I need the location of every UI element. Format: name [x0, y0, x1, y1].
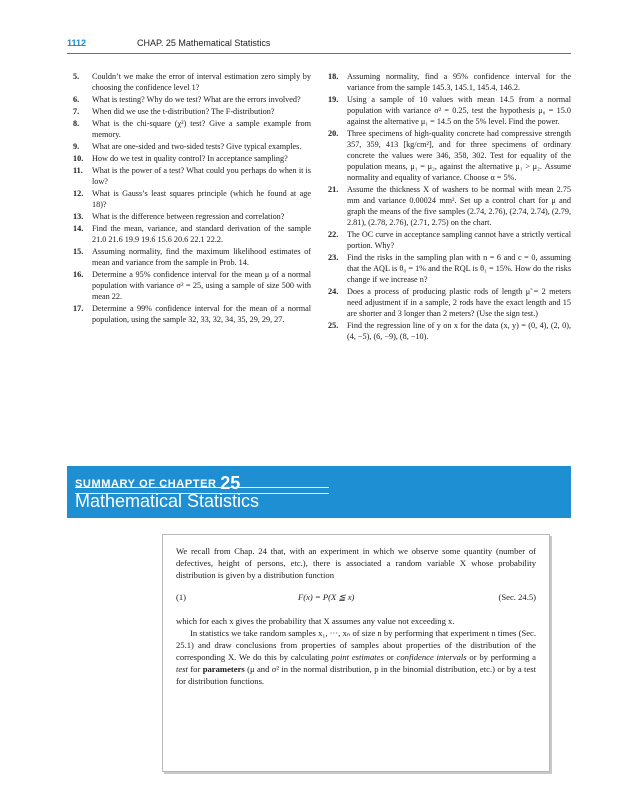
problem-item: [73, 94, 311, 105]
problem-item: [328, 286, 571, 319]
page-number: 1112: [67, 38, 87, 48]
problem-text: Determine a 95% confidence interval for the mean μ of a normal population with variance σ² = 25, using a sample of size 500 with mean 22.: [92, 270, 311, 301]
problem-text: Using a sample of 10 values with mean 14.5 from a normal population with variance σ² = 0.25, test the hypothesis μ₀ = 15.0 against the alternative μ₁ = 14.5 on the 5% level. Find the power.: [347, 95, 571, 126]
problem-item: [328, 184, 571, 228]
problem-number: 16.: [73, 270, 84, 279]
problem-text: Does a process of producing plastic rods of length μ̃ = 2 meters need adjustment if in a sample, 2 rods have the exact length and 15 are shorter and 3 longer than 2 meters? (Use the sign test.): [347, 287, 571, 318]
problem-text: When did we use the t-distribution? The F-distribution?: [92, 107, 275, 116]
page-header: [67, 38, 571, 52]
problem-text: What is Gauss’s least squares principle (which he found at age 18)?: [92, 189, 311, 209]
problem-number: 12.: [73, 189, 84, 198]
header-rule: [67, 53, 571, 54]
problem-number: 17.: [73, 304, 84, 313]
summary-title: Mathematical Statistics: [75, 491, 260, 511]
problem-number: 19.: [328, 95, 339, 104]
problem-text: How do we test in quality control? In acceptance sampling?: [92, 154, 288, 163]
problem-item: [73, 269, 311, 302]
problem-item: [73, 71, 311, 93]
problem-number: 11.: [73, 166, 83, 175]
problem-number: 13.: [73, 212, 84, 221]
problem-text: Assume the thickness X of washers to be normal with mean 2.75 mm and variance 0.00024 mm². Set up a control chart for μ and graph the means of the five samples (2.74, 2.76), (2.74, 2.74), (2.79, 2.81), (2.78, 2.76), (2.71, 2.75) on the chart.: [347, 185, 571, 227]
problem-number: 10.: [73, 154, 84, 163]
problem-item: [73, 118, 311, 140]
problem-text: Find the regression line of y on x for the data (x, y) = (0, 4), (2, 0), (4, −5), (6, −9), (8, −10).: [347, 321, 571, 341]
problem-text: The OC curve in acceptance sampling cannot have a strictly vertical portion. Why?: [347, 230, 571, 250]
problem-text: Couldn’t we make the error of interval estimation zero simply by choosing the confidence level 1?: [92, 72, 311, 92]
problem-item: [73, 223, 311, 245]
equation-formula: F(x) = P(X ≦ x): [298, 592, 355, 602]
problem-item: [73, 188, 311, 210]
problems-left-column: [73, 71, 311, 326]
problem-number: 8.: [73, 119, 80, 128]
problem-number: 21.: [328, 185, 339, 194]
problem-item: [328, 71, 571, 93]
problem-number: 15.: [73, 247, 84, 256]
problem-text: What is testing? Why do we test? What are the errors involved?: [92, 95, 301, 104]
problem-number: 18.: [328, 72, 339, 81]
problem-item: [73, 303, 311, 325]
problem-text: Assuming normality, find the maximum likelihood estimates of mean and variance from the sample in Prob. 14.: [92, 247, 311, 267]
chapter-summary-banner: [67, 466, 571, 518]
problem-item: [328, 252, 571, 285]
summary-paragraph-3: In statistics we take random samples x₁, ···, xₙ of size n by performing that experiment n times (Sec. 25.1) and draw conclusions from properties of samples about properties of the distribution of the corresponding X. We do this by calculating point estimates or confidence intervals or by performing a test for parameters (μ and σ² in the normal distribution, p in the binomial distribution, etc.) or by a test for distribution functions.: [176, 628, 536, 686]
problem-text: Determine a 99% confidence interval for the mean of a normal population, using the sample 32, 33, 32, 34, 35, 29, 29, 27.: [92, 304, 311, 324]
problem-item: [73, 106, 311, 117]
problem-text: Three specimens of high-quality concrete had compressive strength 357, 359, 413 [kg/cm²], and for three specimens of ordinary concrete the values were 346, 358, 302. Test for equality of the population means, μ₁ = μ₂, against the alternative μ₁ > μ₂. Assume normality and equality of variance. Choose α = 5%.: [347, 129, 571, 182]
problem-number: 6.: [73, 95, 80, 104]
problem-text: Find the mean, variance, and standard derivation of the sample 21.0 21.6 19.9 19.6 15.6 20.6 22.1 22.2.: [92, 224, 311, 244]
problem-number: 24.: [328, 287, 339, 296]
problem-item: [73, 153, 311, 164]
problem-number: 23.: [328, 253, 339, 262]
problem-number: 25.: [328, 321, 339, 330]
problem-item: [73, 246, 311, 268]
problem-item: [73, 165, 311, 187]
equation-label: (1): [176, 592, 187, 602]
problem-item: [328, 94, 571, 127]
problem-item: [328, 229, 571, 251]
problem-text: What are one-sided and two-sided tests? Give typical examples.: [92, 142, 302, 151]
summary-paragraph-1: We recall from Chap. 24 that, with an experiment in which we observe some quantity (number of defectives, height of persons, etc.), there is associated a random variable X whose probability distribution is given by a distribution function: [176, 546, 536, 580]
problem-item: [328, 320, 571, 342]
summary-prefix: SUMMARY OF CHAPTER: [75, 478, 217, 490]
problem-item: [73, 211, 311, 222]
equation-1: [176, 591, 536, 605]
problem-text: What is the chi-square (χ²) test? Give a sample example from memory.: [92, 119, 311, 139]
problem-item: [328, 128, 571, 183]
running-title: CHAP. 25 Mathematical Statistics: [137, 38, 271, 48]
problem-text: What is the power of a test? What could you perhaps do when it is low?: [92, 166, 311, 186]
problem-number: 9.: [73, 142, 80, 151]
summary-box: [162, 534, 550, 772]
problems-right-column: [328, 71, 571, 343]
summary-paragraph-2: which for each x gives the probability that X assumes any value not exceeding x.: [176, 616, 455, 626]
problem-text: What is the difference between regression and correlation?: [92, 212, 285, 221]
chapter-number: 25: [220, 473, 241, 493]
problem-number: 20.: [328, 129, 339, 138]
problem-text: Find the risks in the sampling plan with n = 6 and c = 0, assuming that the AQL is θ₀ = 1% and the RQL is θ₁ = 15%. How do the risks change if we increase n?: [347, 253, 571, 284]
problem-number: 14.: [73, 224, 84, 233]
problem-text: Assuming normality, find a 95% confidence interval for the variance from the sample 145.3, 145.1, 145.4, 146.2.: [347, 72, 571, 92]
problem-number: 7.: [73, 107, 80, 116]
problem-number: 5.: [73, 72, 80, 81]
equation-reference: (Sec. 24.5): [498, 592, 536, 602]
problem-number: 22.: [328, 230, 339, 239]
problem-item: [73, 141, 311, 152]
